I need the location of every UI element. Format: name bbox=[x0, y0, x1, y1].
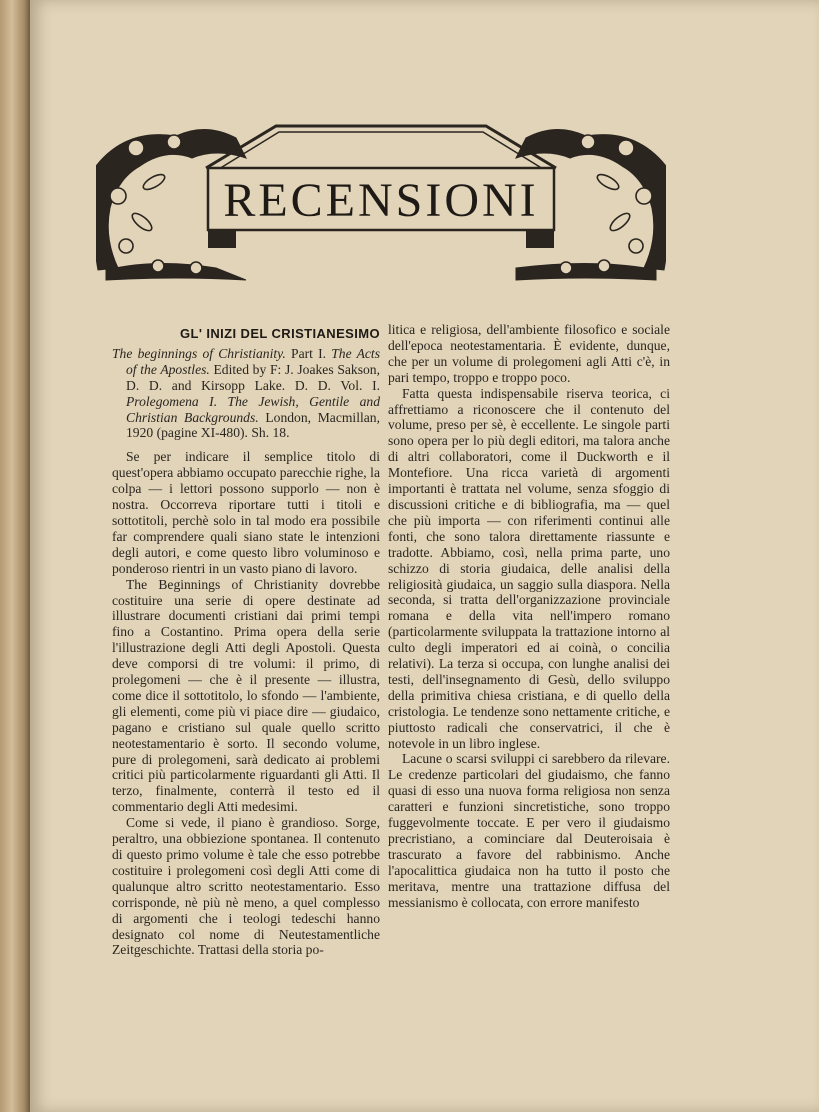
book-part: Part I. bbox=[291, 345, 327, 361]
paragraph: Lacune o scarsi sviluppi ci sarebbero da rilevare. Le credenze particolari del giudaismo, che fanno quasi di esso una nuova forma religiosa non senza caratteri e funzioni sincretistiche, sono troppo fuggevolmente toccate. E per vero il giudaismo precristiano, a cominciare dal Deuteroisaia è trascurato a favore del rabbinismo. Anche l'apocalittica giudaica non ha tutto il posto che meritava, mentre una trattazione diffusa del messianismo è collocata, con errore manifesto bbox=[388, 751, 670, 910]
article-title: GL' INIZI DEL CRISTIANESIMO bbox=[180, 326, 380, 341]
paragraph: Se per indicare il semplice titolo di quest'opera abbiamo occupato parecchie righe, la colpa — i lettori possono supporlo — non è nostra. Occorreva riportare tutti i titoli e sottotitoli, perchè solo in tal modo era possibile far comprendere quali siano state le intenzioni degli autori, e come questo libro voluminoso e ponderoso rientri in un vasto piano di lavoro. bbox=[112, 449, 380, 576]
banner-text: RECENSIONI bbox=[223, 174, 539, 227]
book-spine bbox=[0, 0, 34, 1112]
book-subtitle: The Acts of the Apostles. bbox=[126, 345, 380, 377]
paragraph: The Beginnings of Christianity dovrebbe costituire una serie di opere destinate ad illustrare documenti cristiani dai primi tempi fino a Costantino. Prima opera della serie l'illustrazione degli Atti degli Apostoli. Questa deve comporsi di tre volumi: il primo, di prolegomeni — che è il presente — illustra, come dice il sottotitolo, lo sfondo — l'ambiente, gli elementi, come più vi piace dire — giudaico, pagano e cristiano sul quale quello scritto neotestamentario è sorto. Il secondo volume, pure di prolegomeni, sarà dedicato ai problemi critici più particolarmente riguardanti gli Atti. Il terzo, finalmente, conterrà il testo ed il commentario degli Atti medesimi. bbox=[112, 576, 380, 815]
left-column bbox=[112, 322, 380, 958]
right-column bbox=[388, 322, 670, 911]
paragraph: Come si vede, il piano è grandioso. Sorge, peraltro, una obbiezione spontanea. Il contenuto di questo primo volume è tale che esso potrebbe costituire i prolegomeni così degli Atti come di qualunque altro scritto neotestamentario. Esso corrisponde, nè più nè meno, a quel complesso di argomenti che i teologi tedeschi hanno designato col nome di Neutestamentliche Zeitgeschichte. Trattasi della storia po- bbox=[112, 815, 380, 958]
recensioni-banner bbox=[96, 118, 666, 283]
book-editors: Edited by F: J. Joakes Sakson, D. D. and Kirsopp Lake. D. D. Vol. I. bbox=[126, 361, 380, 393]
paragraph: Fatta questa indispensabile riserva teorica, ci affrettiamo a riconoscere che il contenuto del volume, preso per sè, è eccellente. Le singole parti sono opera per lo più degli editori, ma talora anche di altri collaboratori, come il Duckworth e il Montefiore. Una ricca varietà di argomenti importanti è trattata nel volume, senza sfoggio di discussioni critiche e di bibliografia, ma — quel che più importa — con riferimenti continui alle fonti, che sono talora direttamente riassunte e tradotte. Abbiamo, così, nella prima parte, uno schizzo di storia giudaica, delle analisi della religiosità giudaica, un saggio sulla diaspora. Nella seconda, si tratta dell'organizzazione provinciale romana e della vita nell'impero romano (particolarmente sviluppata la trattazione intorno al culto degli imperatori ed ai coinà, o concilia relativi). La terza si occupa, con lunghe analisi dei testi, dell'insegnamento di Gesù, dello sviluppo della primitiva chiesa cristiana, e di quello della cristologia. Le tendenze sono nettamente critiche, e piuttosto radicali che conservatrici, il che è notevole in un libro inglese. bbox=[388, 385, 670, 751]
publisher: London, Macmillan, 1920 (pagine XI-480). Sh. 18. bbox=[126, 409, 380, 441]
book-title: The beginnings of Christianity. bbox=[112, 345, 286, 361]
paragraph: litica e religiosa, dell'ambiente filosofico e sociale dell'epoca neotestamentaria. È evidente, dunque, che per un volume di prolegomeni agli Atti c'è, in pari tempo, troppo e troppo poco. bbox=[388, 322, 670, 385]
volume-title: Prolegomena I. The Jewish, Gentile and Christian Backgrounds. bbox=[126, 393, 380, 425]
citation bbox=[112, 346, 380, 441]
